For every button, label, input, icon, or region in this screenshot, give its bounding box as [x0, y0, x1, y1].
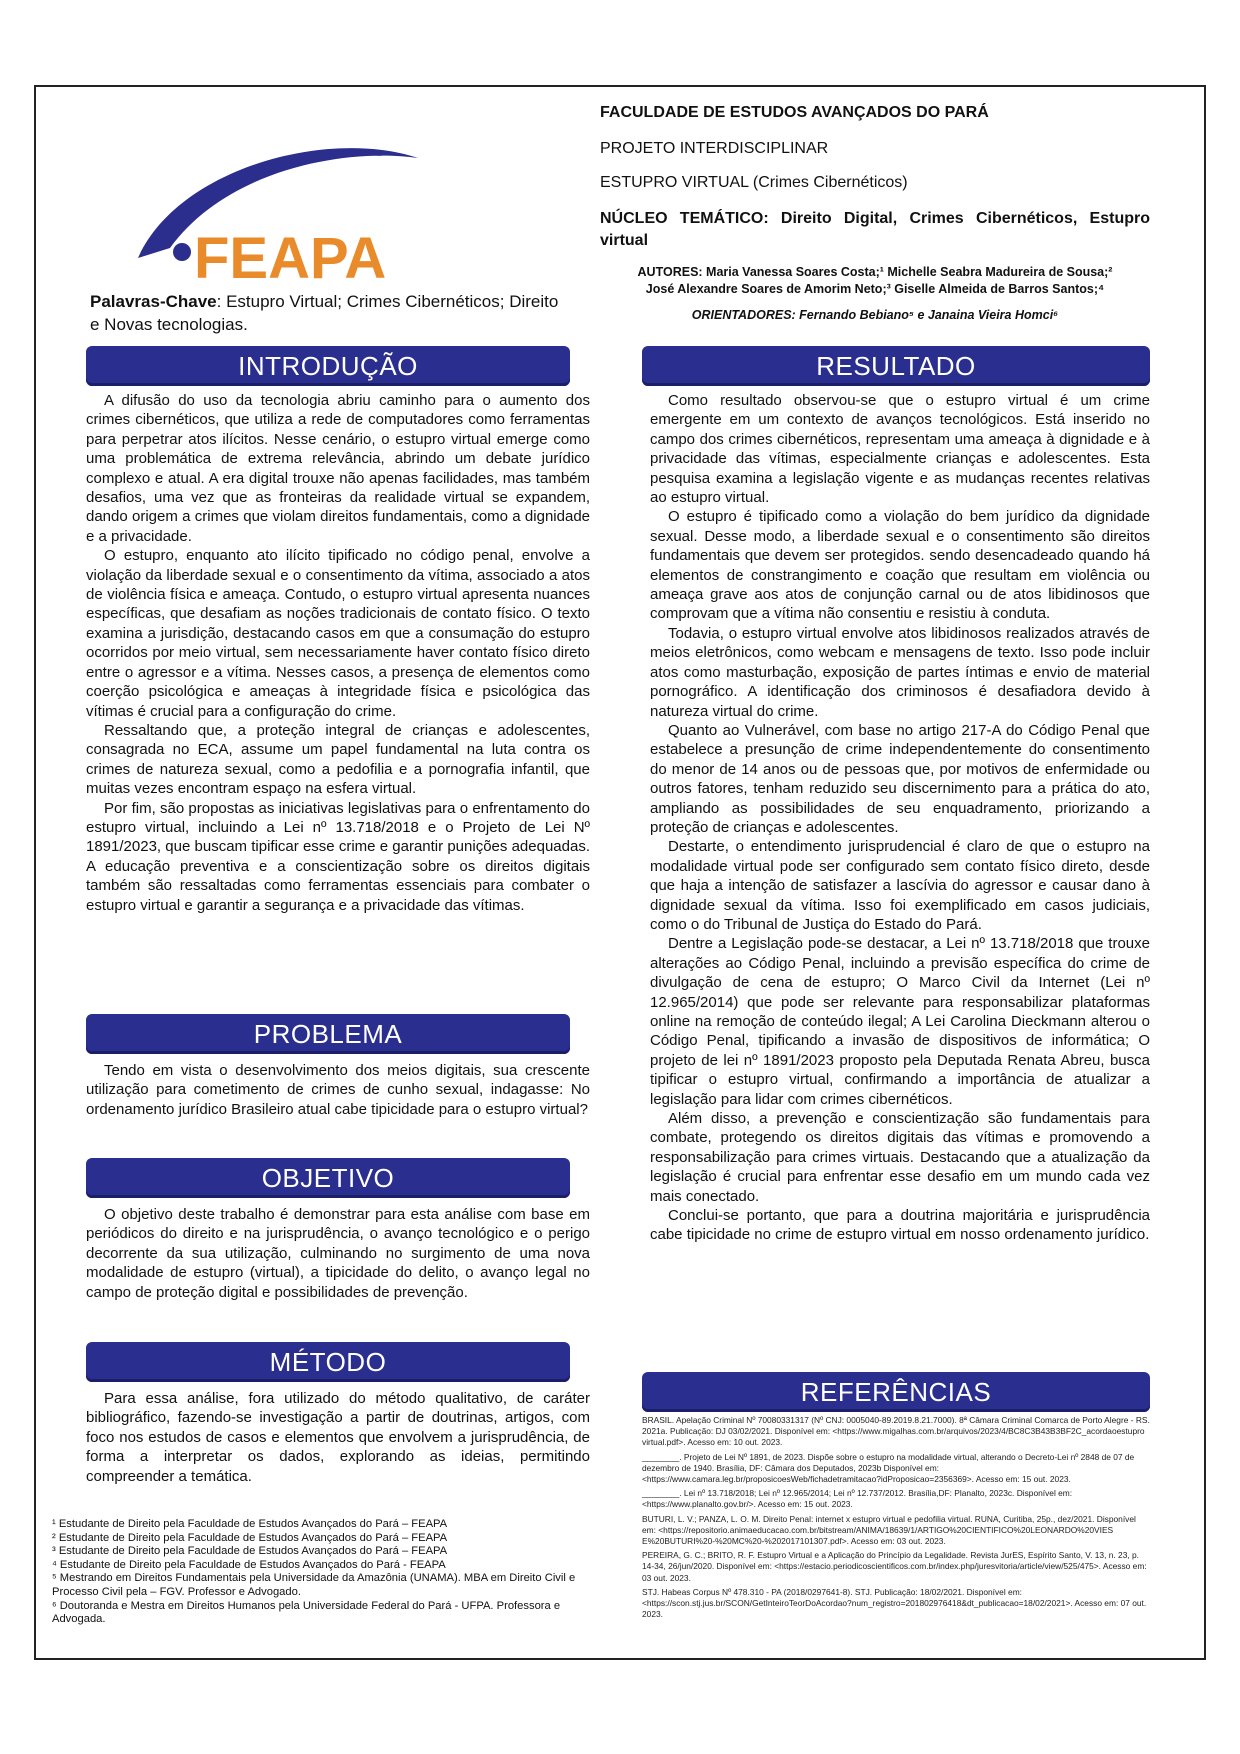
reference-item: ________. Projeto de Lei Nº 1891, de 2023. Dispõe sobre o estupro na modalidade virtual, alterando o Decreto-Lei nº 2848 de 07 de dezembro de 1940. Brasília, DF: Câmara dos Deputados, 2023b Disponível em: <https://www.camara.leg.br/proposicoesWeb/fichadetramitacao?idProposicao=2356369>. Acesso em: 15 out. 2023.	[642, 1451, 1135, 1485]
paragraph: Como resultado observou-se que o estupro virtual é um crime emergente em um contexto de avanços tecnológicos. Está inserido no campo dos crimes cibernéticos, representam uma ameaça à dignidade e à privacidade das vítimas, especialmente crianças e adolescentes. Esta pesquisa examina a legislação vigente e as mudanças recentes relativas ao estupro virtual.	[650, 392, 1150, 507]
paragraph: Dentre a Legislação pode-se destacar, a Lei nº 13.718/2018 que trouxe alterações ao Código Penal, incluindo a previsão específica do crime de divulgação de cena de estupro; O Marco Civil da Internet (Lei nº 12.965/2014) que pode ser relevante para responsabilizar plataformas online na remoção de conteúdo ilegal; A Lei Carolina Dieckmann alterou o Código Penal, tipificando a invasão de dispositivos de informática; O projeto de lei nº 1891/2023 proposto pela Deputada Renata Abreu, busca tipificar o estupro virtual, confirmando a importância de atualizar a legislação para lidar com crimes cibernéticos.	[650, 935, 1150, 1108]
logo-text: FEAPA	[194, 226, 387, 288]
advisors: ORIENTADORES: Fernando Bebiano⁵ e Janaina Vieira Homci⁶	[691, 308, 1059, 322]
reference-item: ________. Lei nº 13.718/2018; Lei nº 12.965/2014; Lei nº 12.737/2012. Brasília,DF: Planalto, 2023c. Disponível em: <https://www.planalto.gov.br/>. Acesso em: 15 out. 2023.	[642, 1488, 1073, 1510]
institution-name: FACULDADE DE ESTUDOS AVANÇADOS DO PARÁ	[600, 104, 989, 121]
paragraph: O estupro, enquanto ato ilícito tipificado no código penal, envolve a violação da liberdade sexual e o consentimento da vítima, associado a atos de violência física e ameaça. Contudo, o estupro virtual apresenta nuances específicas, que desafiam as noções tradicionais de contato físico. O texto examina a jurisdição, destacando casos em que a consumação do estupro ocorridos por meio virtual, sem necessariamente haver contato físico direto entre o agressor e a vítima. Nesses casos, a presença de elementos como coerção psicológica e ameaças à integridade física e psicológica das vítimas é crucial para a configuração do crime.	[86, 547, 590, 720]
section-header-problema: PROBLEMA	[86, 1014, 570, 1054]
reference-item: BRASIL. Apelação Criminal Nº 70080331317 (Nº CNJ: 0005040-89.2019.8.21.7000). 8ª Câmara Criminal Comarca de Porto Alegre - RS. 2021a. Publicação: DJ 03/02/2021. Disponível em: <https://www.migalhas.com.br/arquivos/2023/4/BC8C3B43B3BF2C_acordaoestupro virtual.pdf>. Acesso em: 10 out. 2023.	[642, 1415, 1150, 1448]
section-header-resultado: RESULTADO	[642, 346, 1150, 386]
keywords-label: Palavras-Chave	[90, 292, 217, 311]
section-body-introducao	[86, 391, 590, 915]
paragraph: Ressaltando que, a proteção integral de crianças e adolescentes, consagrada no ECA, assume um papel fundamental na luta contra os crimes de natureza sexual, como a pedofilia e a pornografia infantil, que muitas vezes encontram espaço na esfera virtual.	[86, 721, 590, 798]
footnote: ³ Estudante de Direito pela Faculdade de Estudos Avançados do Pará – FEAPA	[52, 1545, 448, 1558]
footnote: ⁶ Doutoranda e Mestra em Direitos Humanos pela Universidade Federal do Pará - UFPA. Professora e Advogada.	[52, 1599, 561, 1626]
paragraph: Destarte, o entendimento jurisprudencial é claro de que o estupro na modalidade virtual pode ser configurado sem contato físico direto, desde que haja a intenção de satisfazer a lascívia do agressor e causar dano à dignidade sexual da vítima. Isso foi exemplificado em casos judiciais, como o do Tribunal de Justiça do Estado do Pará.	[650, 838, 1150, 933]
paragraph: Conclui-se portanto, que para a doutrina majoritária e jurisprudência cabe tipicidade no crime de estupro virtual em nosso ordenamento jurídico.	[650, 1207, 1150, 1244]
logo-dot	[173, 243, 191, 261]
paragraph: A difusão do uso da tecnologia abriu caminho para o aumento dos crimes cibernéticos, que utiliza a rede de computadores como ferramentas para perpetrar atos ilícitos. Nesse cenário, o estupro virtual emerge como uma problemática de extrema relevância, abrindo um debate jurídico complexo e atual. A era digital trouxe não apenas facilidades, mas também desafios, uma vez que as fronteiras da realidade virtual se expandem, dando origem a crimes que violam direitos fundamentais, como a dignidade e a privacidade.	[86, 392, 590, 545]
paragraph: Tendo em vista o desenvolvimento dos meios digitais, sua crescente utilização para cometimento de crimes de cunho sexual, indagasse: No ordenamento jurídico Brasileiro atual cabe tipicidade para o estupro virtual?	[86, 1062, 590, 1118]
section-body-resultado	[650, 391, 1150, 1245]
reference-item: STJ. Habeas Corpus Nº 478.310 - PA (2018/0297641-8). STJ. Publicação: 18/02/2021. Disponível em: <https://scon.stj.jus.br/SCON/GetInteiroTeorDoAcordao?num_registro=201802976418&dt_publicacao=18/02/2021>. Acesso em: 07 out. 2023.	[642, 1586, 1147, 1620]
feapa-logo	[118, 128, 438, 288]
footnote: ² Estudante de Direito pela Faculdade de Estudos Avançados do Pará – FEAPA	[52, 1531, 448, 1544]
authors-line-1: AUTORES: Maria Vanessa Soares Costa;¹ Michelle Seabra Madureira de Sousa;²	[637, 265, 1113, 279]
paragraph: Todavia, o estupro virtual envolve atos libidinosos realizados através de meios eletrônicos, como webcam e mensagens de texto. Isso pode incluir atos como masturbação, exposição de partes íntimas e envio de material pornográfico. A identificação dos criminosos é desafiadora devido à natureza virtual do crime.	[650, 624, 1150, 720]
authors	[598, 264, 1152, 298]
reference-item: PEREIRA, G. C.; BRITO, R. F. Estupro Virtual e a Aplicação do Princípio da Legalidade. Revista JurES, Espírito Santo, V. 13, n. 23, p. 14-34, 26/jun/2020. Disponível em: <https://estacio.periodicoscientificos.com.br/index.php/juresvitoria/article/view/525/475>. Acesso em: 03 out. 2023.	[642, 1550, 1147, 1583]
footnotes	[52, 1518, 592, 1627]
reference-item: BUTURI, L. V.; PANZA, L. O. M. Direito Penal: internet x estupro virtual e pedofilia virtual. RUNA, Curitiba, 25p., dez/2021. Disponível em: <https://repositorio.animaeducacao.com.br/bitstream/ANIMA/18639/1/ARTIGO%20CIENTIFICO%20LEONARDO%20VIES E%20BUTURI%20-%20MC%20-%202017101307.pdf>. Acesso em: 03 out. 2023.	[642, 1513, 1136, 1547]
section-header-objetivo: OBJETIVO	[86, 1158, 570, 1198]
section-header-metodo: MÉTODO	[86, 1342, 570, 1382]
keywords-text: : Estupro Virtual; Crimes Cibernéticos; Direito e Novas tecnologias.	[90, 292, 559, 334]
poster-title: ESTUPRO VIRTUAL (Crimes Cibernéticos)	[600, 174, 908, 191]
section-header-referencias: REFERÊNCIAS	[642, 1372, 1150, 1412]
section-body-metodo	[86, 1389, 590, 1486]
footnote: ¹ Estudante de Direito pela Faculdade de Estudos Avançados do Pará – FEAPA	[52, 1518, 448, 1530]
section-body-objetivo	[86, 1205, 590, 1302]
references-list	[642, 1415, 1150, 1623]
footnote: ⁴ Estudante de Direito pela Faculdade de Estudos Avançados do Pará - FEAPA	[52, 1558, 446, 1571]
thematic-nucleus: NÚCLEO TEMÁTICO: Direito Digital, Crimes Cibernéticos, Estupro virtual	[600, 210, 1150, 249]
paragraph: Para essa análise, fora utilizado do método qualitativo, de caráter bibliográfico, fazendo-se investigação a partir de doutrinas, artigos, com foco nos estudos de casos e elementos que envolvem a jurisprudência, de forma a interpretar os dados, explorando as ideias, permitindo compreender a temática.	[86, 1390, 590, 1485]
project-label: PROJETO INTERDISCIPLINAR	[600, 140, 829, 157]
paragraph: Além disso, a prevenção e conscientização são fundamentais para combate, protegendo os direitos digitais das vítimas e promovendo a responsabilização para crimes virtuais. Destacando que a atualização da legislação é crucial para enfrentar esse desafio em um mundo cada vez mais conectado.	[650, 1110, 1150, 1205]
paragraph: Quanto ao Vulnerável, com base no artigo 217-A do Código Penal que estabelece a presunção de crime independentemente do consentimento do menor de 14 anos ou de pessoas que, por motivos de enfermidade ou outros fatores, tenham reduzido seu discernimento para a prática do ato, ampliando as possibilidades de seu enquadramento, priorizando a proteção de crianças e adolescentes.	[650, 721, 1150, 836]
paragraph: O objetivo deste trabalho é demonstrar para esta análise com base em periódicos do direito e na jurisprudência, o avanço tecnológico e o perigo decorrente da sua utilização, culminando no surgimento de uma nova modalidade de estupro (virtual), a tipicidade do delito, o avanço legal no campo de proteção digital e possibilidades de prevenção.	[86, 1206, 590, 1301]
authors-line-2: José Alexandre Soares de Amorim Neto;³ Giselle Almeida de Barros Santos;⁴	[645, 282, 1105, 296]
paragraph: O estupro é tipificado como a violação do bem jurídico da dignidade sexual. Desse modo, a liberdade sexual e o consentimento são direitos fundamentais que devem ser protegidos. sendo desencadeado quando há elementos de constrangimento e coação que resultam em violência ou ameaça grave aos atos de conjunção carnal ou de atos libidinosos que comprovam que a vítima não consentiu e resistiu à conduta.	[650, 508, 1150, 623]
section-header-introducao: INTRODUÇÃO	[86, 346, 570, 386]
paragraph: Por fim, são propostas as iniciativas legislativas para o enfrentamento do estupro virtual, incluindo a Lei nº 13.718/2018 e o Projeto de Lei Nº 1891/2023, que buscam tipificar esse crime e garantir punições adequadas. A educação preventiva e a conscientização sobre os direitos digitais também são ressaltadas como ferramentas essenciais para combater o estupro virtual e garantir a segurança e a privacidade das vítimas.	[86, 799, 590, 914]
section-body-problema	[86, 1061, 590, 1119]
keywords	[90, 290, 560, 336]
footnote: ⁵ Mestrando em Direitos Fundamentais pela Universidade da Amazônia (UNAMA). MBA em Direito Civil e Processo Civil pela – FGV. Professor e Advogado.	[52, 1572, 576, 1598]
